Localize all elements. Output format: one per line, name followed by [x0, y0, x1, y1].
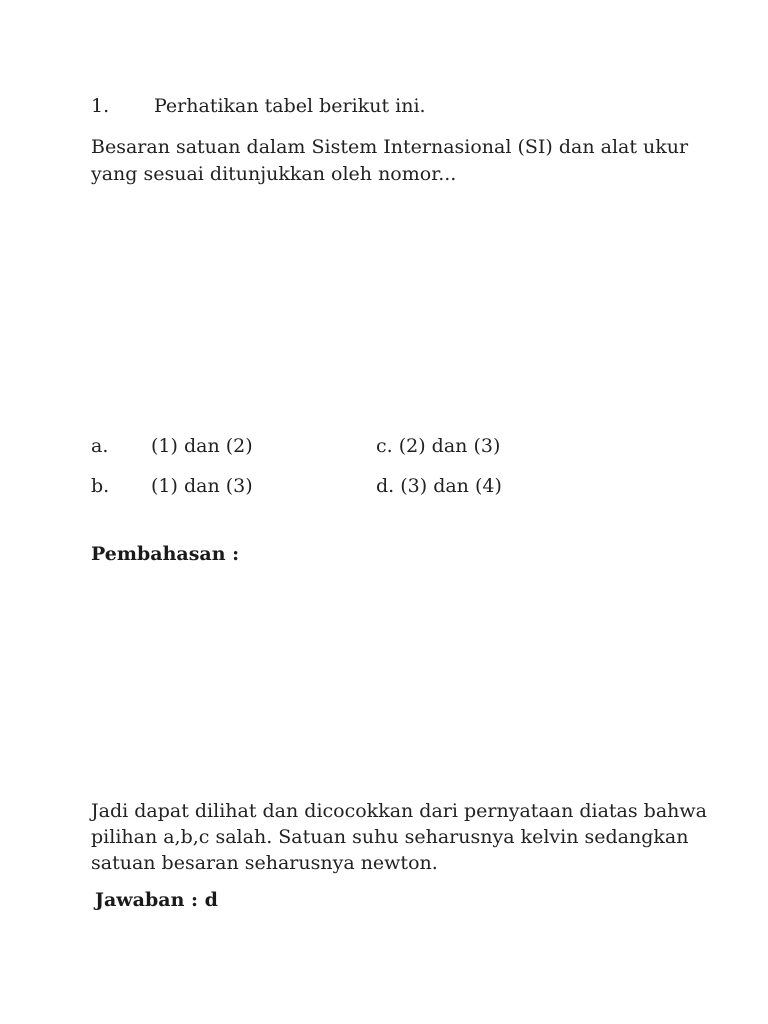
question-instruction: Perhatikan tabel berikut ini. [154, 95, 426, 117]
question-text: Besaran satuan dalam Sistem Internasional (SI) dan alat ukur yang sesuai ditunjukkan oleh nomor... [91, 136, 689, 185]
option-b-text: (1) dan (3) [151, 475, 253, 497]
option-d: d. (3) dan (4) [376, 475, 502, 497]
option-b-letter: b. [91, 475, 110, 497]
question-number: 1. [91, 95, 110, 117]
discussion-conclusion: Jadi dapat dilihat dan dicocokkan dari pernyataan diatas bahwa pilihan a,b,c salah. Satuan suhu seharusnya kelvin sedangkan satuan besaran seharusnya newton. [91, 800, 707, 874]
option-a-letter: a. [91, 435, 109, 457]
discussion-heading: Pembahasan : [91, 543, 240, 565]
answer-line: Jawaban : d [95, 889, 218, 911]
option-c: c. (2) dan (3) [376, 435, 501, 457]
option-a-text: (1) dan (2) [151, 435, 253, 457]
